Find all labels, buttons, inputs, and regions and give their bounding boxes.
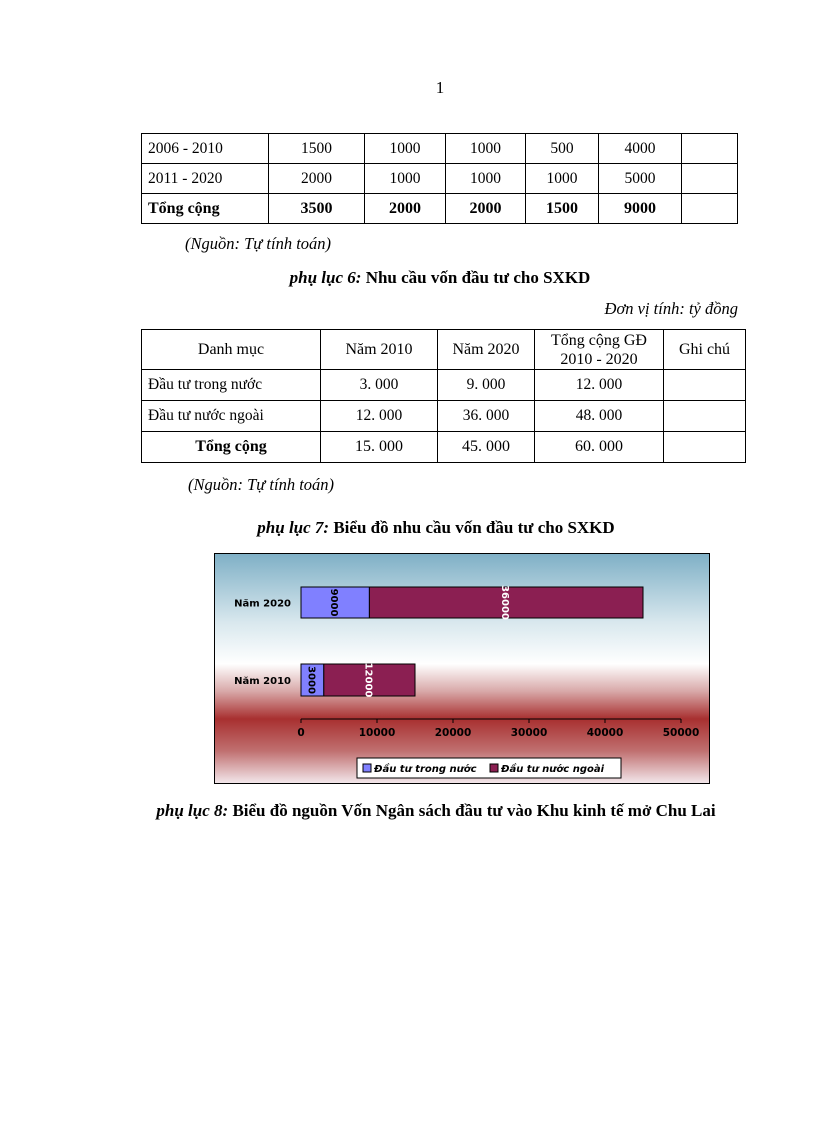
source-note: (Nguồn: Tự tính toán) [185,234,332,253]
category-label: Năm 2020 [234,598,291,610]
value-cell: 4000 [599,134,682,164]
bar-remainder [643,587,685,618]
data-label: 9000 [328,588,340,617]
total-label: Tổng cộng [142,432,321,463]
total-value: 15. 000 [321,432,438,463]
value-cell: 1000 [365,164,446,194]
total-value: 2000 [365,194,446,224]
total-value: 2000 [446,194,526,224]
value-cell: 3. 000 [321,370,438,401]
header-category: Danh mục [142,330,321,370]
table-row [142,164,738,194]
investment-demand-table [141,329,746,463]
x-tick-label: 0 [297,727,305,739]
chart-canvas [215,554,709,783]
total-row [142,432,746,463]
page-number: 1 [435,78,445,97]
category-cell: Đầu tư nước ngoài [142,401,321,432]
value-cell: 1500 [269,134,365,164]
table-row [142,134,738,164]
note-cell [664,370,746,401]
table-row [142,401,746,432]
value-cell: 2000 [269,164,365,194]
appendix-title: Biểu đồ nhu cầu vốn đầu tư cho SXKD [329,518,615,537]
data-label: 3000 [305,666,317,694]
investment-bar-chart [214,553,710,784]
total-label: Tổng cộng [142,194,269,224]
value-cell: 12. 000 [321,401,438,432]
total-value: 1500 [526,194,599,224]
period-cell: 2006 - 2010 [142,134,269,164]
period-cell: 2011 - 2020 [142,164,269,194]
header-2020: Năm 2020 [438,330,535,370]
note-cell [682,164,738,194]
x-tick-label: 30000 [510,727,548,739]
header-total-line2: 2010 - 2020 [560,350,638,368]
appendix-label: phụ lục 7: [257,518,330,537]
note-cell [682,134,738,164]
appendix-title: Biểu đồ nguồn Vốn Ngân sách đầu tư vào Khu kinh tế mở Chu Lai [228,801,716,820]
value-cell: 9. 000 [438,370,535,401]
appendix-8-caption [0,801,816,821]
appendix-7-caption [0,518,816,538]
value-cell: 1000 [526,164,599,194]
category-label: Năm 2010 [234,676,291,687]
x-tick-label: 40000 [586,727,624,739]
data-label: 12000 [362,662,374,698]
legend-swatch [363,764,371,772]
value-cell: 12. 000 [535,370,664,401]
total-row [142,194,738,224]
header-row [142,330,746,370]
header-2010: Năm 2010 [321,330,438,370]
value-cell: 500 [526,134,599,164]
header-total [535,330,664,370]
value-cell: 48. 000 [535,401,664,432]
header-note: Ghi chú [664,330,746,370]
note-cell [682,194,738,224]
value-cell: 1000 [446,164,526,194]
source-note: (Nguồn: Tự tính toán) [188,475,335,494]
appendix-title: Nhu cầu vốn đầu tư cho SXKD [361,268,591,287]
header-total-line1: Tổng cộng GĐ [551,331,647,349]
table-row [142,370,746,401]
category-cell: Đầu tư trong nước [142,370,321,401]
total-value: 9000 [599,194,682,224]
legend-swatch [490,764,498,772]
appendix-6-caption [0,268,816,288]
x-tick-label: 10000 [358,727,396,739]
unit-note: Đơn vị tính: tỷ đồng [604,299,738,318]
legend-label: Đầu tư nước ngoài [501,764,605,775]
total-value: 45. 000 [438,432,535,463]
funding-table-continued [141,133,738,224]
bar-remainder [415,664,685,696]
appendix-label: phụ lục 8: [156,801,229,820]
data-label: 36000 [499,585,511,620]
note-cell [664,432,746,463]
note-cell [664,401,746,432]
appendix-label: phụ lục 6: [289,268,362,287]
legend-label: Đầu tư trong nước [374,764,477,775]
value-cell: 36. 000 [438,401,535,432]
value-cell: 1000 [446,134,526,164]
value-cell: 5000 [599,164,682,194]
value-cell: 1000 [365,134,446,164]
total-value: 60. 000 [535,432,664,463]
x-tick-label: 20000 [434,727,472,739]
x-tick-label: 50000 [662,727,700,739]
total-value: 3500 [269,194,365,224]
